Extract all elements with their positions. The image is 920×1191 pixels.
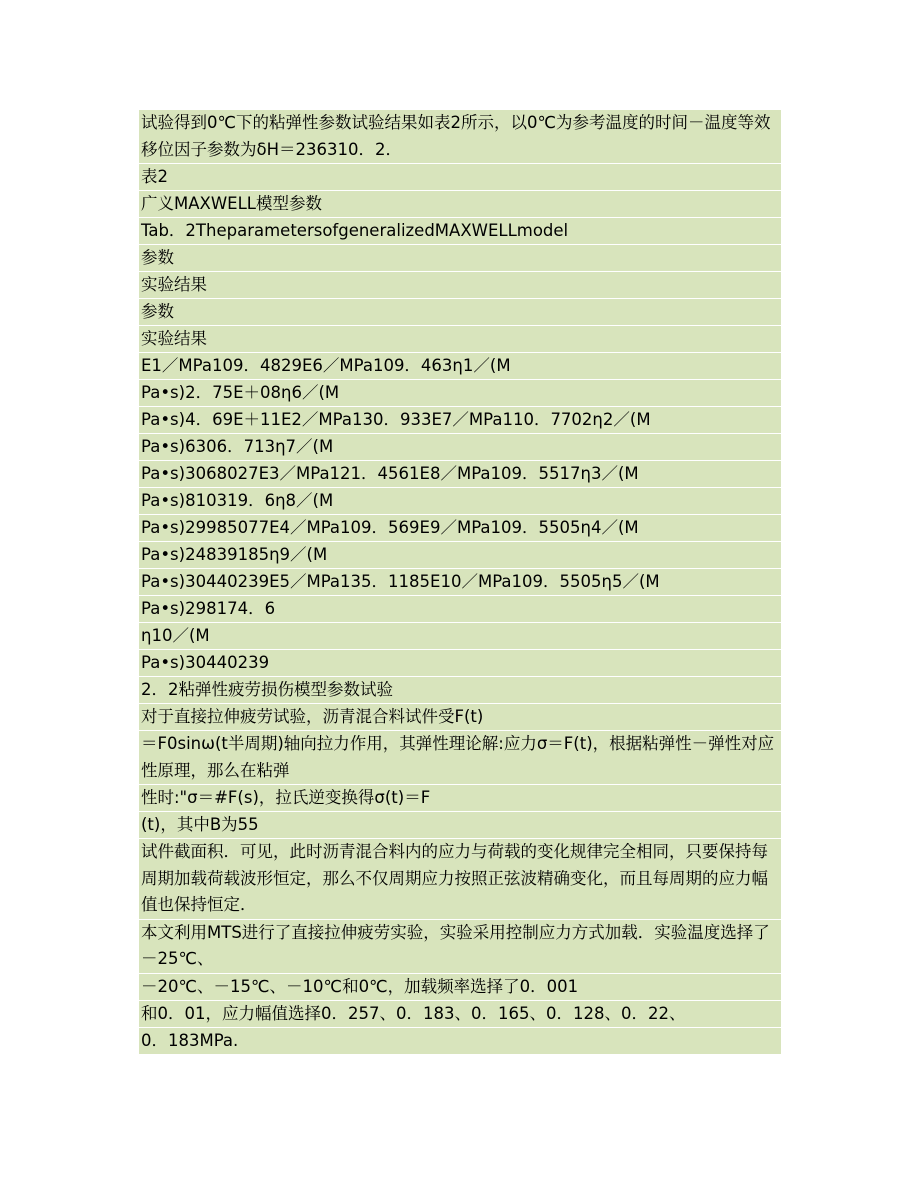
text-line: 本文利用MTS进行了直接拉伸疲劳实验，实验采用控制应力方式加载．实验温度选择了－25℃、 [139,920,781,974]
text-line: 对于直接拉伸疲劳试验，沥青混合料试件受F(t) [139,704,781,731]
text-line: 试件截面积．可见，此时沥青混合料内的应力与荷载的变化规律完全相同，只要保持每周期加载荷载波形恒定，那么不仅周期应力按照正弦波精确变化，而且每周期的应力幅值也保持恒定． [139,839,781,920]
text-line: (t)，其中B为55 [139,812,781,839]
table-row: Pa•s)24839185η9／(M [139,542,781,569]
text-line: 0．183MPa. [141,1030,239,1050]
table-header-param: 参数 [139,245,781,272]
table-row: Pa•s)810319．6η8／(M [139,488,781,515]
table-label: 表2 [139,164,781,191]
section-heading: 2．2粘弹性疲劳损伤模型参数试验 [139,677,781,704]
table-row: E1／MPa109．4829E6／MPa109．463η1／(M [139,353,781,380]
table-title-en: Tab．2TheparametersofgeneralizedMAXWELLmodel [139,218,781,245]
text-line: 和0．01，应力幅值选择0．257、0．183、0．165、0．128、0．22、 [139,1001,781,1028]
table-title-cn: 广义MAXWELL模型参数 [139,191,781,218]
text-line: 试验得到0℃下的粘弹性参数试验结果如表2所示，以0℃为参考温度的时间－温度等效移位因子参数为δH＝236310．2． [139,110,781,164]
table-row: Pa•s)30440239E5／MPa135．1185E10／MPa109．5505η5／(M [139,569,781,596]
text-line: －20℃、－15℃、－10℃和0℃，加载频率选择了0．001 [139,974,781,1001]
table-row: Pa•s)6306．713η7／(M [139,434,781,461]
table-row: Pa•s)3068027E3／MPa121．4561E8／MPa109．5517η3／(M [139,461,781,488]
table-header-result: 实验结果 [139,326,781,353]
table-row: Pa•s)4．69E＋11E2／MPa130．933E7／MPa110．7702η2／(M [139,407,781,434]
table-row: η10／(M [139,623,781,650]
table-header-param: 参数 [139,299,781,326]
text-line: ＝F0sinω(t半周期)轴向拉力作用，其弹性理论解:应力σ＝F(t)，根据粘弹性－弹性对应性原理，那么在粘弹 [139,731,781,785]
table-row: Pa•s)2．75E＋08η6／(M [139,380,781,407]
table-header-result: 实验结果 [139,272,781,299]
table-row: Pa•s)29985077E4／MPa109．569E9／MPa109．5505η4／(M [139,515,781,542]
text-line: 性时:"σ＝#F(s)，拉氏逆变换得σ(t)＝F [139,785,781,812]
table-row: Pa•s)298174．6 [139,596,781,623]
document-body [139,110,781,1054]
table-row: Pa•s)30440239 [139,650,781,677]
